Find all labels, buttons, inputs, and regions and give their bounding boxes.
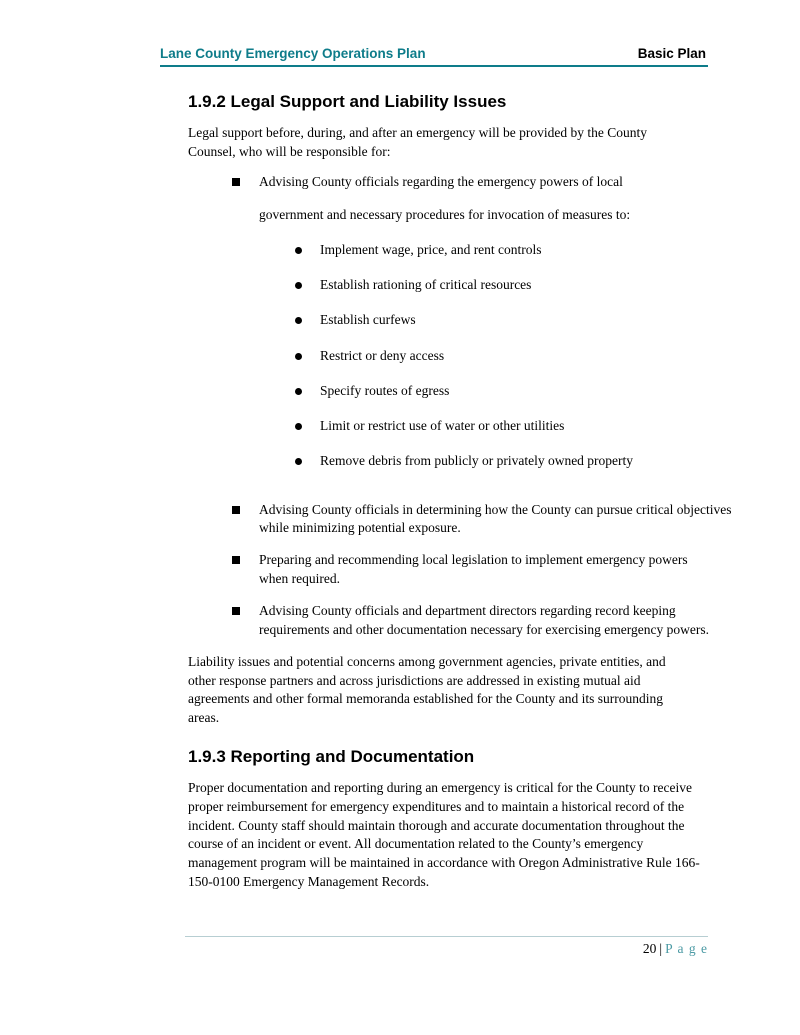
dot-bullet-icon bbox=[295, 353, 302, 360]
dot-bullet-icon bbox=[295, 388, 302, 395]
footer-page-word: P a g e bbox=[665, 941, 708, 956]
footer-divider bbox=[185, 936, 708, 937]
dot-bullet-icon bbox=[295, 317, 302, 324]
bullet-item bbox=[232, 173, 733, 487]
page-content bbox=[188, 92, 733, 903]
bullet-text: Advising County officials and department directors regarding record keeping requirements and other documentation necessary for exercising emergency powers. bbox=[259, 603, 709, 638]
reporting-paragraph: Proper documentation and reporting during an emergency is critical for the County to receive proper reimbursement for emergency expenditures and to maintain a historical record of the incident. County staff should maintain thorough and accurate documentation throughout the course of an incident or event. All documentation related to the County’s emergency management program will be maintained in accordance with Oregon Administrative Rule 166-150-0100 Emergency Management Records. bbox=[188, 780, 700, 889]
section-heading-192: 1.9.2 Legal Support and Liability Issues bbox=[188, 92, 507, 111]
sub-bullet-item bbox=[295, 311, 733, 329]
sub-bullet-item bbox=[295, 347, 733, 365]
section-heading-193: 1.9.3 Reporting and Documentation bbox=[188, 747, 475, 767]
sub-bullet-item bbox=[295, 241, 733, 259]
sub-bullet-text: Remove debris from publicly or privately owned property bbox=[320, 453, 634, 469]
bullet-line: Advising County officials regarding the emergency powers of local bbox=[259, 174, 623, 190]
sub-bullet-item bbox=[295, 382, 733, 400]
sub-bullet-list bbox=[295, 241, 733, 471]
bullet-line: government and necessary procedures for invocation of measures to: bbox=[259, 207, 631, 223]
dot-bullet-icon bbox=[295, 247, 302, 254]
bullet-text-block bbox=[259, 173, 733, 487]
sub-bullet-item bbox=[295, 452, 733, 470]
page-header bbox=[160, 46, 708, 67]
bullet-item bbox=[232, 602, 733, 640]
closing-paragraph: Liability issues and potential concerns among government agencies, private entities, and other response partners and across jurisdictions are addressed in existing mutual aid agreements and other formal memoranda established for the County and its surrounding areas. bbox=[188, 653, 666, 725]
dot-bullet-icon bbox=[295, 423, 302, 430]
header-title: Lane County Emergency Operations Plan bbox=[160, 46, 426, 61]
bullet-item bbox=[232, 551, 733, 589]
square-bullet-icon bbox=[232, 607, 240, 615]
sub-bullet-text: Specify routes of egress bbox=[320, 382, 450, 398]
page-footer bbox=[185, 941, 708, 957]
dot-bullet-icon bbox=[295, 458, 302, 465]
sub-bullet-text: Establish rationing of critical resources bbox=[320, 277, 532, 293]
sub-bullet-text: Limit or restrict use of water or other utilities bbox=[320, 418, 565, 434]
sub-bullet-text: Restrict or deny access bbox=[320, 347, 445, 363]
bullet-text: Advising County officials in determining how the County can pursue critical objectives while minimizing potential exposure. bbox=[259, 501, 732, 536]
sub-bullet-text: Implement wage, price, and rent controls bbox=[320, 242, 542, 258]
header-section-label: Basic Plan bbox=[637, 46, 706, 61]
intro-paragraph: Legal support before, during, and after an emergency will be provided by the County Counsel, who will be responsible for: bbox=[188, 125, 647, 159]
bullet-text: Preparing and recommending local legislation to implement emergency powers when required. bbox=[259, 552, 688, 587]
legal-bullet-list bbox=[232, 173, 733, 640]
footer-separator: | bbox=[659, 941, 663, 956]
square-bullet-icon bbox=[232, 178, 240, 186]
sub-bullet-text: Establish curfews bbox=[320, 312, 416, 328]
sub-bullet-item bbox=[295, 276, 733, 294]
bullet-item bbox=[232, 501, 733, 539]
dot-bullet-icon bbox=[295, 282, 302, 289]
square-bullet-icon bbox=[232, 506, 240, 514]
sub-bullet-item bbox=[295, 417, 733, 435]
square-bullet-icon bbox=[232, 556, 240, 564]
page-number: 20 bbox=[642, 941, 657, 956]
